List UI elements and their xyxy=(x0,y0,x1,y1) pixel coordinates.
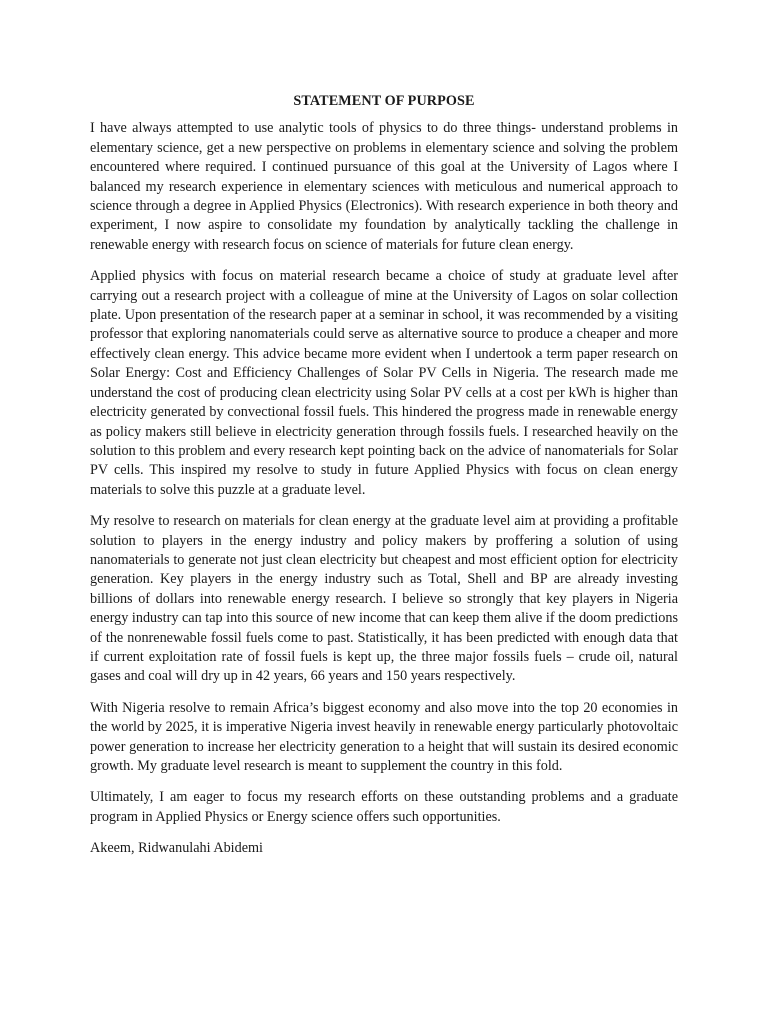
signature: Akeem, Ridwanulahi Abidemi xyxy=(90,840,263,857)
paragraph-motivation: Applied physics with focus on material research became a choice of study at graduate level after carrying out a research project with a colleague of mine at the University of Lagos on solar collection plate. Upon presentation of the research paper at a seminar in school, it was recommended by a visiting professor that exploring nanomaterials could serve as alternative source to produce a cheaper and more effectively clean energy. This advice became more evident when I undertook a term paper research on Solar Energy: Cost and Efficiency Challenges of Solar PV Cells in Nigeria. The research made me understand the cost of producing clean electricity using Solar PV cells at a cost per kWh is higher than electricity generated by convectional fossil fuels. This hindered the progress made in renewable energy as policy makers still believe in electricity generation through fossils fuels. I researched heavily on the solution to this problem and every research kept pointing back on the advice of nanomaterials for Solar PV cells. This inspired my resolve to study in future Applied Physics with focus on clean energy materials to solve this puzzle at a graduate level. xyxy=(90,268,678,498)
paragraph-research-aim: My resolve to research on materials for clean energy at the graduate level aim at providing a profitable solution to players in the energy industry and policy makers by proffering a solution of using nanomaterials to generate not just clean electricity but cheapest and most efficient option for electricity generation. Key players in the energy industry such as Total, Shell and BP are already investing billions of dollars into renewable energy research. I believe so strongly that key players in Nigeria energy industry can tap into this source of new income that can keep them alive if the doom predictions of the nonrenewable fossil fuels come to past. Statistically, it has been predicted with enough data that if current exploitation rate of fossil fuels is kept up, the three major fossils fuels – crude oil, natural gases and coal will dry up in 42 years, 66 years and 150 years respectively. xyxy=(90,513,678,685)
paragraph-conclusion: Ultimately, I am eager to focus my research efforts on these outstanding problems and a graduate program in Applied Physics or Energy science offers such opportunities. xyxy=(90,789,678,825)
paragraph-nigeria-context: With Nigeria resolve to remain Africa’s biggest economy and also move into the top 20 economies in the world by 2025, it is imperative Nigeria invest heavily in renewable energy particularly photovoltaic power generation to increase her electricity generation to a height that will sustain its desired economic growth. My graduate level research is meant to supplement the country in this fold. xyxy=(90,699,678,774)
paragraph-intro: I have always attempted to use analytic tools of physics to do three things- understand problems in elementary science, get a new perspective on problems in elementary science and solving the problem encountered where required. I continued pursuance of this goal at the University of Lagos where I balanced my research experience in elementary sciences with meticulous and numerical approach to science through a degree in Applied Physics (Electronics). With research experience in both theory and experiment, I now aspire to consolidate my foundation by analytically tackling the challenge in renewable energy with research focus on science of materials for future clean energy. xyxy=(90,120,678,253)
document-title: STATEMENT OF PURPOSE xyxy=(293,93,475,109)
document-page xyxy=(90,92,678,859)
